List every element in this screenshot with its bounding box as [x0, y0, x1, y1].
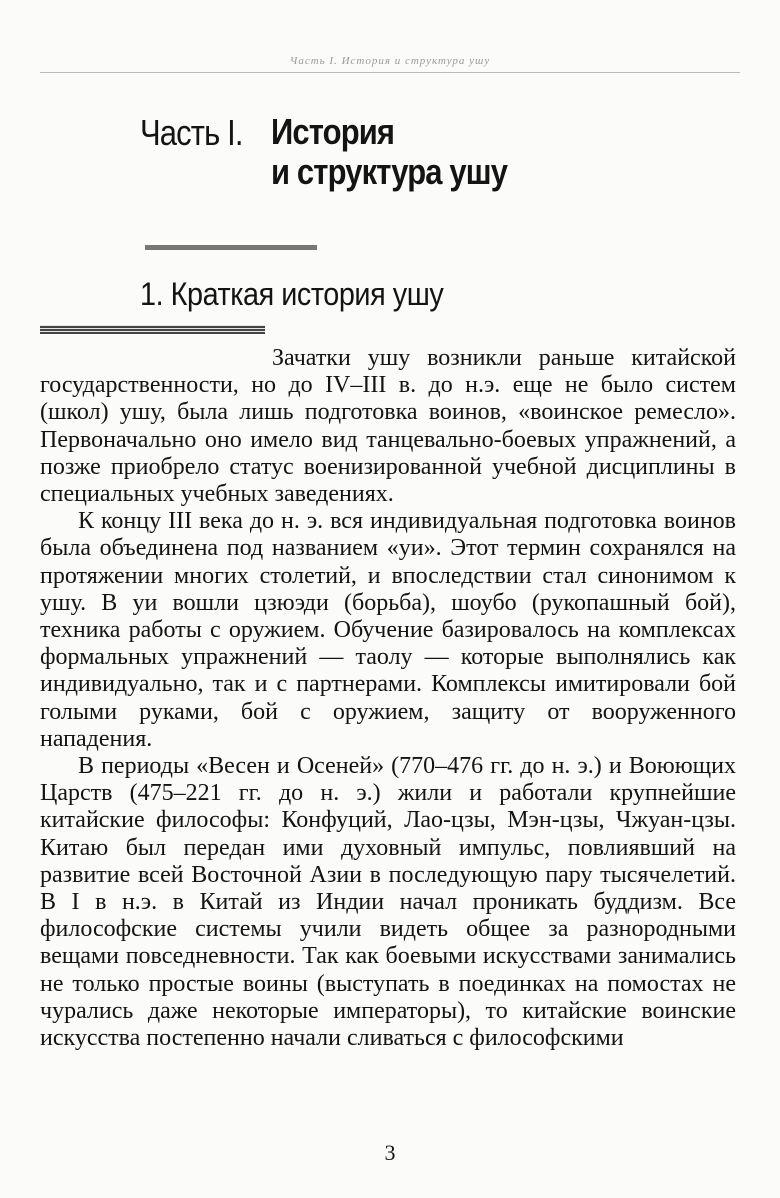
running-header: Часть I. История и структура ушу — [289, 55, 491, 67]
part-label: Часть I. — [140, 112, 243, 153]
header-rule — [40, 72, 740, 73]
page-number: 3 — [384, 1140, 396, 1165]
part-title — [271, 112, 555, 192]
part-title-line-1: История — [271, 111, 395, 152]
chapter-title: 1. Краткая история ушу — [140, 276, 444, 312]
part-title-line-2: и структура ушу — [271, 151, 508, 192]
part-underline-rule — [145, 245, 317, 250]
chapter-underline-rule — [40, 325, 265, 334]
body-text — [40, 345, 736, 1052]
paragraph: К концу III века до н. э. вся индивидуальная подготовка воинов была объединена под названием «уи». Этот термин сохранялся на протяжении многих столетий, и впоследствии стал синонимом к ушу. В уи вошли цзюэди (борьба), шоубо (рукопашный бой), техника работы с оружием. Обучение базировалось на комплексах формальных упражнений — таолу — которые выполнялись как индивидуально, так и с партнерами. Комплексы имитировали бой голыми руками, бой с оружием, защиту от вооруженного нападения. — [40, 508, 736, 752]
paragraph: В периоды «Весен и Осеней» (770–476 гг. до н. э.) и Воюющих Царств (475–221 гг. до н. э.) жили и работали крупнейшие китайские философы: Конфуций, Лао-цзы, Мэн-цзы, Чжуан-цзы. Китаю был передан ими духовный импульс, повлиявший на развитие всей Восточной Азии в последующую пару тысячелетий. В I в н.э. в Китай из Индии начал проникать буддизм. Все философские системы учили видеть общее за разнородными вещами повседневности. Так как боевыми искусствами занимались не только простые воины (выступать в поединках на помостах не чурались даже некоторые императоры), то китайские воинские искусства постепенно начали сливаться с философскими — [40, 753, 736, 1052]
paragraph: Зачатки ушу возникли раньше китайской государственности, но до IV–III в. до н.э. еще не было систем (школ) ушу, была лишь подготовка воинов, «воинское ремесло». Первоначально оно имело вид танцевально-боевых упражнений, а позже приобрело статус военизированной учебной дисциплины в специальных учебных заведениях. — [40, 345, 736, 508]
